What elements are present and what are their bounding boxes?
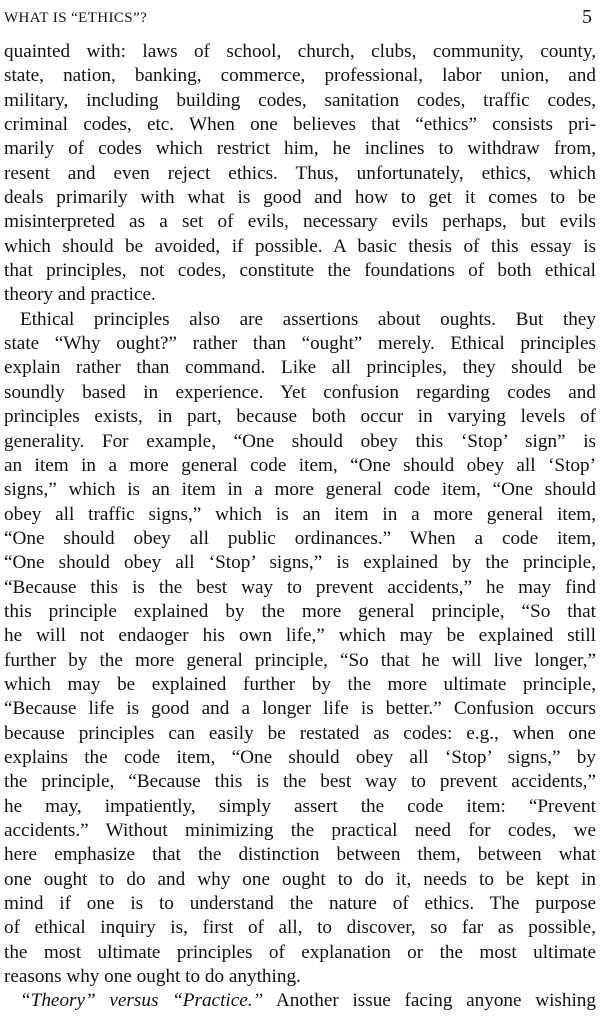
line-text: Another issue facing anyone wishing — [263, 990, 596, 1012]
text-line: theory and practice. — [4, 284, 156, 306]
running-header — [4, 6, 592, 34]
text-line: because principles can easily be restated as codes: e.g., when one — [4, 722, 596, 744]
text-line: quainted with: laws of school, church, clubs, community, county, — [4, 41, 596, 62]
text-line: explain rather than command. Like all principles, they should be — [4, 357, 596, 379]
italic-term-practice: “Practice.” — [172, 990, 264, 1012]
text-line: of ethical inquiry is, first of all, to discover, so far as possible, — [4, 917, 596, 939]
text-line: one ought to do and why one ought to do it, needs to be kept in — [4, 868, 596, 890]
text-line: he may, impatiently, simply assert the code item: “Prevent — [4, 795, 596, 817]
text-line: an item in a more general code item, “One should obey all ‘Stop’ — [4, 454, 596, 476]
text-line: here emphasize that the distinction between them, between what — [4, 844, 596, 866]
text-line: the most ultimate principles of explanation or the most ultimate — [4, 941, 596, 963]
text-line: that principles, not codes, constitute the foundations of both ethical — [4, 260, 596, 282]
paragraph-3 — [4, 989, 596, 1013]
text-line: obey all traffic signs,” which is an item in a more general item, — [4, 503, 596, 525]
text-line: reasons why one ought to do anything. — [4, 966, 301, 988]
text-line: “Because life is good and a longer life is better.” Confusion occurs — [4, 698, 596, 720]
text-line: he will not endaoger his own life,” which may be explained still — [4, 625, 596, 647]
text-line: marily of codes which restrict him, he inclines to withdraw from, — [4, 138, 596, 160]
text-line: “One should obey all public ordinances.” When a code item, — [4, 527, 596, 549]
page-number: 5 — [582, 6, 592, 28]
text-line: explains the code item, “One should obey all ‘Stop’ signs,” by — [4, 746, 596, 768]
text-line: soundly based in experience. Yet confusion regarding codes and — [4, 381, 596, 403]
text-line: Ethical principles also are assertions about oughts. But they — [20, 308, 596, 330]
text-line: further by the more general principle, “So that he will live longer,” — [4, 649, 596, 671]
text-line: “One should obey all ‘Stop’ signs,” is explained by the principle, — [4, 552, 596, 574]
text-line: misinterpreted as a set of evils, necessary evils perhaps, but evils — [4, 211, 596, 233]
running-head-title: WHAT IS “ETHICS”? — [4, 10, 148, 26]
text-line: accidents.” Without minimizing the practical need for codes, we — [4, 820, 596, 841]
paragraph-2 — [4, 308, 596, 990]
text-line: military, including building codes, sanitation codes, traffic codes, — [4, 89, 596, 111]
text-line — [4, 989, 596, 1013]
text-line: the principle, “Because this is the best way to prevent accidents,” — [4, 771, 596, 793]
italic-term-theory: “Theory” — [20, 990, 96, 1012]
text-line: mind if one is to understand the nature of ethics. The purpose — [4, 893, 596, 915]
text-line: “Because this is the best way to prevent accidents,” he may find — [4, 576, 596, 598]
text-line: resent and even reject ethics. Thus, unfortunately, ethics, which — [4, 162, 596, 184]
text-line: this principle explained by the more general principle, “So that — [4, 600, 596, 622]
text-line: state, nation, banking, commerce, professional, labor union, and — [4, 65, 596, 87]
text-line: signs,” which is an item in a more general code item, “One should — [4, 479, 596, 501]
paragraph-1 — [4, 40, 596, 308]
text-line: criminal codes, etc. When one believes that “ethics” consists pri- — [4, 114, 596, 136]
text-line: state “Why ought?” rather than “ought” merely. Ethical principles — [4, 333, 596, 355]
italic-versus: versus — [95, 990, 173, 1012]
text-line: generality. For example, “One should obey this ‘Stop’ sign” is — [4, 430, 596, 452]
text-line: which should be avoided, if possible. A basic thesis of this essay is — [4, 235, 596, 257]
body-text — [4, 40, 596, 1014]
text-line: principles exists, in part, because both occur in varying levels of — [4, 406, 596, 428]
text-line: deals primarily with what is good and how to get it comes to be — [4, 187, 596, 209]
text-line: which may be explained further by the more ultimate principle, — [4, 673, 596, 695]
